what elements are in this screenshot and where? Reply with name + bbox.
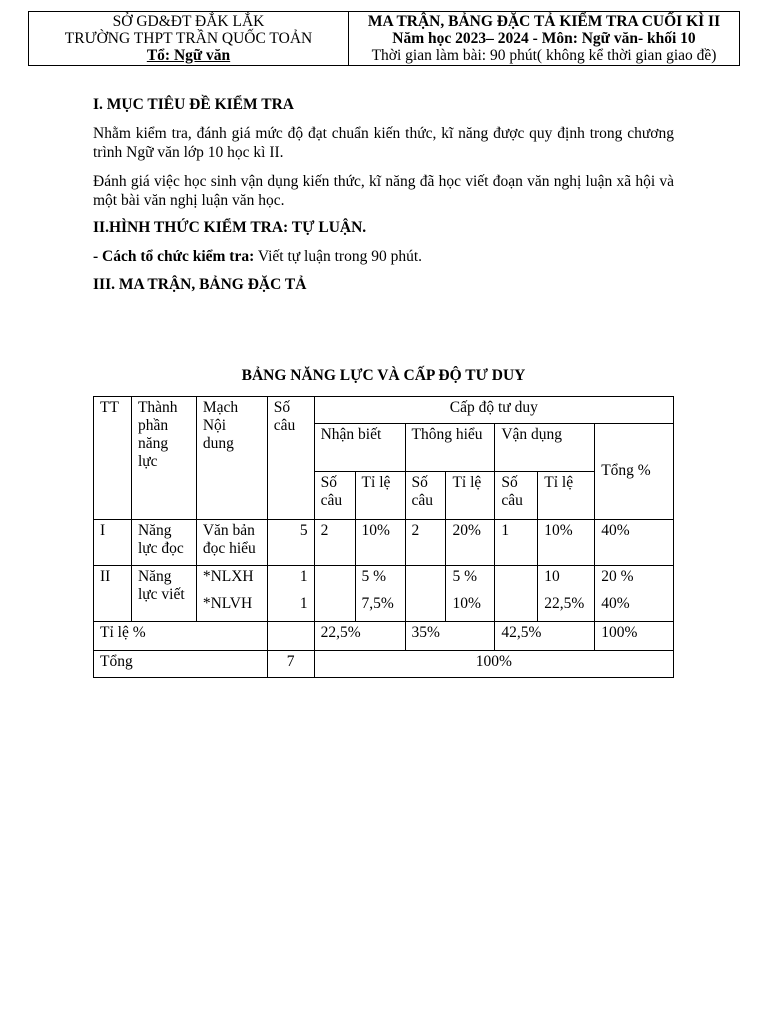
cell-th-so: 2 <box>405 520 446 566</box>
tong-row <box>94 651 674 678</box>
cell-th-tl: 20% <box>446 520 495 566</box>
cell-vd-tl-a: 10 <box>544 568 560 585</box>
section-1-title: I. MỤC TIÊU ĐỀ KIỂM TRA <box>93 96 294 113</box>
cell-nb-so: 2 <box>314 520 355 566</box>
cell-th-tl-a: 5 % <box>452 568 477 585</box>
department-name: SỞ GD&ĐT ĐẮK LẮK <box>112 13 265 30</box>
ti-le-thong-hieu: 35% <box>405 622 495 651</box>
cell-tong <box>595 566 674 622</box>
ti-le-van-dung: 42,5% <box>495 622 595 651</box>
cell-nb-tl-b: 7,5% <box>361 595 394 612</box>
tong-pct: 100% <box>314 651 673 678</box>
cell-mach: Văn bản đọc hiểu <box>196 520 267 566</box>
tong-so-cau: 7 <box>267 651 314 678</box>
cell-vd-tl <box>538 566 595 622</box>
cell-so-cau-a: 1 <box>299 568 308 585</box>
cell-tt: I <box>94 520 132 566</box>
sub-header-ti-le: Tỉ lệ <box>538 472 595 520</box>
cell-mach <box>196 566 267 622</box>
cell-vd-so <box>495 566 538 622</box>
header-cap-do: Cấp độ tư duy <box>314 397 673 424</box>
cell-nb-tl: 10% <box>355 520 405 566</box>
cell-so-cau <box>267 566 314 622</box>
school-year: Năm học 2023– 2024 - Môn: Ngữ văn- khối 10 <box>392 30 696 47</box>
cell-mach-b: *NLVH <box>202 595 253 612</box>
tong-label: Tổng <box>94 651 268 678</box>
table-header-row-1 <box>94 397 674 424</box>
header-tong-pct: Tổng % <box>595 424 674 520</box>
ti-le-nhan-biet: 22,5% <box>314 622 405 651</box>
cell-nb-tl-a: 5 % <box>361 568 387 585</box>
document-body <box>93 95 674 295</box>
cell-th-tl <box>446 566 495 622</box>
section-1-paragraph-2: Đánh giá việc học sinh vận dụng kiến thức, kĩ năng đã học viết đoạn văn nghị luận xã hội và một bài văn nghị luận văn học. <box>93 173 674 209</box>
sub-header-ti-le: Tỉ lệ <box>446 472 495 520</box>
competency-table <box>93 396 674 678</box>
header-thong-hieu: Thông hiểu <box>405 424 495 472</box>
cell-tt: II <box>94 566 132 622</box>
sub-header-ti-le: Tỉ lệ <box>355 472 405 520</box>
exam-info <box>349 12 739 65</box>
ti-le-label: Tỉ lệ % <box>94 622 268 651</box>
section-2-line <box>93 247 674 266</box>
section-1-paragraph-1: Nhằm kiểm tra, đánh giá mức độ đạt chuẩn kiến thức, kĩ năng được quy định trong chương trình Ngữ văn lớp 10 học kì II. <box>93 125 674 161</box>
cell-tong-b: 40% <box>601 595 630 612</box>
header-so-cau: Số câu <box>267 397 314 520</box>
exam-duration: Thời gian làm bài: 90 phút( không kể thời gian giao đề) <box>371 47 717 64</box>
cell-nb-tl <box>355 566 405 622</box>
cell-vd-tl-b: 22,5% <box>544 595 585 612</box>
header-van-dung: Vận dụng <box>495 424 595 472</box>
cell-so-cau: 5 <box>267 520 314 566</box>
school-name: TRƯỜNG THPT TRẦN QUỐC TOẢN <box>64 30 313 47</box>
sub-header-so-cau: Số câu <box>495 472 538 520</box>
ti-le-tong: 100% <box>595 622 674 651</box>
ti-le-row <box>94 622 674 651</box>
header-nhan-biet: Nhận biết <box>314 424 405 472</box>
sub-header-so-cau: Số câu <box>314 472 355 520</box>
cell-tong-a: 20 % <box>601 568 634 585</box>
cell-thanh-phan: Năng lực viết <box>131 566 196 622</box>
cell-nb-so <box>314 566 355 622</box>
section-2-title: II.HÌNH THỨC KIỂM TRA: TỰ LUẬN. <box>93 219 367 236</box>
section-2-label: - Cách tổ chức kiểm tra: <box>93 248 255 265</box>
cell-so-cau-b: 1 <box>299 595 308 612</box>
section-3-title: III. MA TRẬN, BẢNG ĐẶC TẢ <box>93 276 307 293</box>
cell-vd-tl: 10% <box>538 520 595 566</box>
group-name: Tổ: Ngữ văn <box>146 47 231 64</box>
table-row <box>94 520 674 566</box>
exam-title: MA TRẬN, BẢNG ĐẶC TẢ KIỂM TRA CUỐI KÌ II <box>367 13 721 30</box>
cell-tong: 40% <box>595 520 674 566</box>
header-mach-noi-dung: Mạch Nội dung <box>196 397 267 520</box>
cell-vd-so: 1 <box>495 520 538 566</box>
header-thanh-phan: Thành phần năng lực <box>131 397 196 520</box>
section-2-text: Viết tự luận trong 90 phút. <box>254 248 423 265</box>
sub-header-so-cau: Số câu <box>405 472 446 520</box>
cell-thanh-phan: Năng lực đọc <box>131 520 196 566</box>
cell-th-tl-b: 10% <box>452 595 481 612</box>
cell-mach-a: *NLXH <box>202 568 254 585</box>
table-row <box>94 566 674 622</box>
document-header <box>28 11 740 66</box>
table-title: BẢNG NĂNG LỰC VÀ CẤP ĐỘ TƯ DUY <box>241 367 526 384</box>
school-info <box>29 12 349 65</box>
ti-le-so-cau <box>267 622 314 651</box>
cell-th-so <box>405 566 446 622</box>
header-tt: TT <box>94 397 132 520</box>
